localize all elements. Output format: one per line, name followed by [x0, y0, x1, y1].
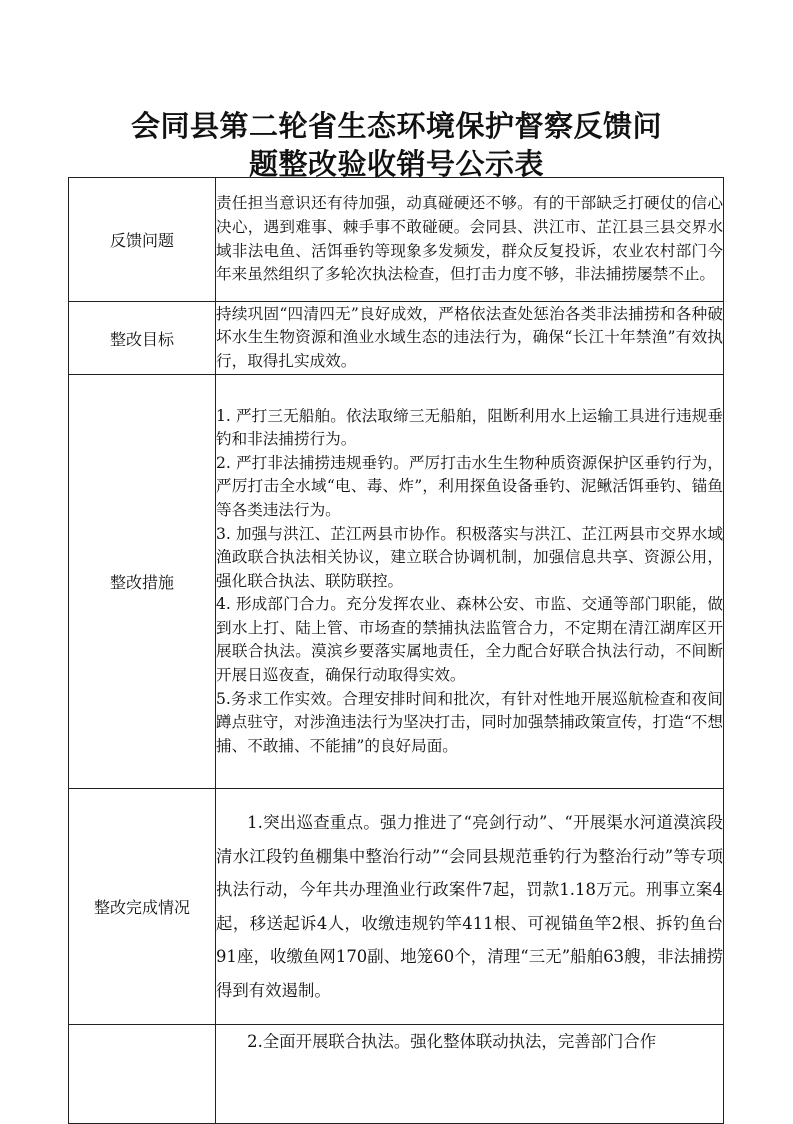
content-paragraph: 1. 严打三无船舶。依法取缔三无船舶，阻断利用水上运输工具进行违规垂钓和非法捕捞行为。 [216, 406, 723, 449]
document-title-line-1: 会同县第二轮省生态环境保护督察反馈问 [130, 109, 662, 143]
rectification-table [68, 177, 724, 1124]
content-paragraph: 5.务求工作实效。合理安排时间和批次，有针对性地开展巡航检查和夜间蹲点驻守，对涉渔违法行为坚决打击，同时加强禁捕政策宣传，打造“不想捕、不敢捕、不能捕”的良好局面。 [216, 689, 723, 755]
row-content [216, 302, 724, 375]
content-paragraph: 持续巩固“四清四无”良好成效，严格依法查处惩治各类非法捕捞和各种破坏水生生物资源和渔业水域生态的违法行为，确保“长江十年禁渔”有效执行，取得扎实成效。 [216, 304, 723, 370]
row-content [216, 178, 724, 302]
row-label [69, 1025, 216, 1124]
document-title-line-2: 题整改验收销号公示表 [248, 147, 544, 181]
row-content [216, 1025, 724, 1124]
row-label: 整改完成情况 [69, 789, 216, 1025]
row-label: 反馈问题 [69, 178, 216, 302]
row-label: 整改目标 [69, 302, 216, 375]
row-rectification-goal [69, 302, 724, 375]
content-paragraph: 1.突出巡查重点。强力推进了“亮剑行动”、“开展渠水河道漠滨段清水江段钓鱼棚集中整治行动”“会同县规范垂钓行为整治行动”等专项执法行动，今年共办理渔业行政案件7起，罚款1.18万元。刑事立案4起，移送起诉4人，收缴违规钓竿411根、可视锚鱼竿2根、拆钓鱼台91座，收缴鱼网170副、地笼60个，清理“三无”船舶63艘，非法捕捞得到有效遏制。 [216, 813, 723, 1000]
content-paragraph: 3. 加强与洪江、芷江两县市协作。积极落实与洪江、芷江两县市交界水域渔政联合执法相关协议，建立联合协调机制，加强信息共享、资源公用，强化联合执法、联防联控。 [216, 524, 723, 590]
content-paragraph: 责任担当意识还有待加强，动真碰硬还不够。有的干部缺乏打硬仗的信心决心，遇到难事、棘手事不敢碰硬。会同县、洪江市、芷江县三县交界水域非法电鱼、活饵垂钓等现象多发频发，群众反复投诉，农业农村部门今年来虽然组织了多轮次执法检查，但打击力度不够，非法捕捞屡禁不止。 [216, 194, 723, 284]
row-content [216, 789, 724, 1025]
content-paragraph: 2.全面开展联合执法。强化整体联动执法，完善部门合作 [247, 1032, 657, 1051]
row-completion-status [69, 789, 724, 1025]
row-content [216, 375, 724, 789]
row-label: 整改措施 [69, 375, 216, 789]
content-paragraph: 4. 形成部门合力。充分发挥农业、森林公安、市监、交通等部门职能，做到水上打、陆上管、市场查的禁捕执法监管合力，不定期在清江湖库区开展联合执法。漠滨乡要落实属地责任，全力配合好联合执法行动，不间断开展日巡夜查，确保行动取得实效。 [216, 595, 723, 685]
row-completion-status-continued [69, 1025, 724, 1124]
content-paragraph: 2. 严打非法捕捞违规垂钓。严厉打击水生生物种质资源保护区垂钓行为，严厉打击全水域“电、毒、炸”，利用探鱼设备垂钓、泥鳅活饵垂钓、锚鱼等各类违法行为。 [216, 453, 723, 519]
row-rectification-measures [69, 375, 724, 789]
row-feedback-problem [69, 178, 724, 302]
